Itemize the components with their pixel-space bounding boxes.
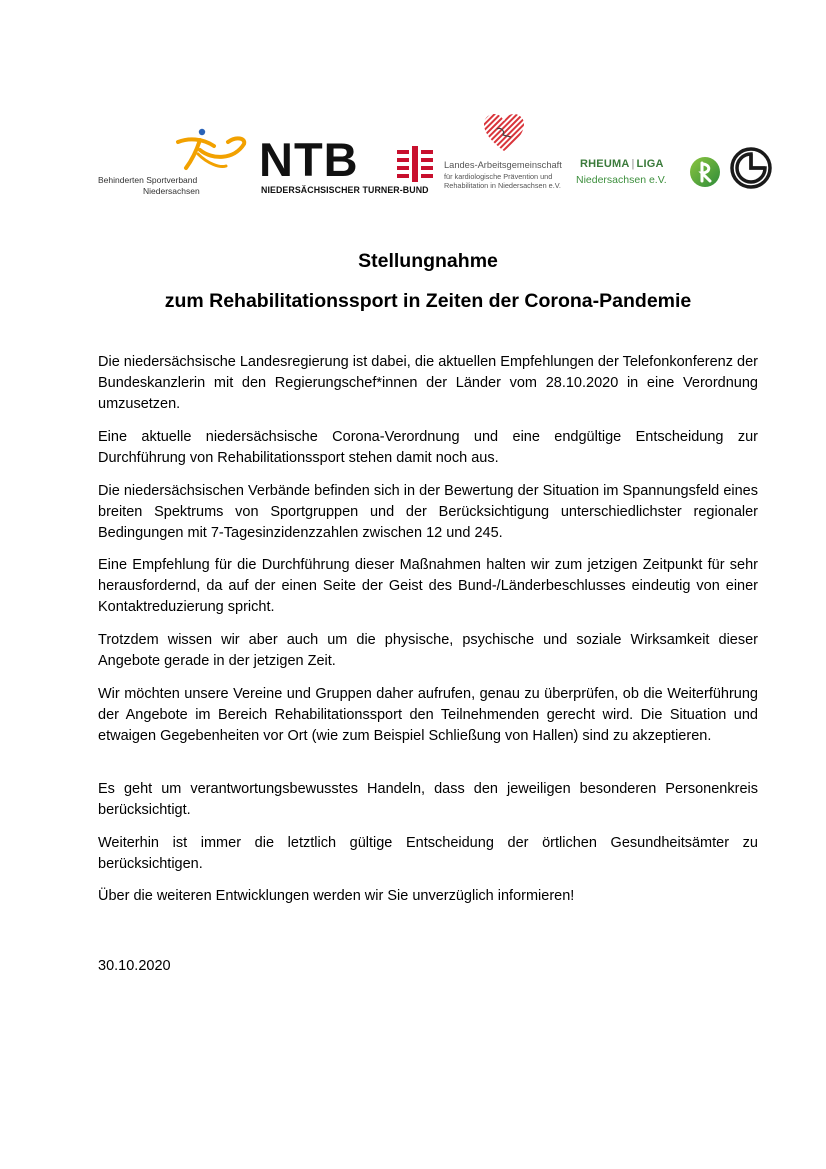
ntb-name: NTB	[259, 133, 359, 186]
lag-name-line2: für kardiologische Prävention und	[444, 172, 553, 181]
bsn-figure-icon	[96, 124, 256, 176]
circle-logo-icon	[729, 146, 773, 195]
document-title: Stellungnahme	[358, 250, 498, 272]
bsn-name-line2: Niedersachsen	[143, 186, 200, 196]
rheuma-liga-name: RHEUMA | LIGA	[580, 158, 664, 170]
paragraph-8: Weiterhin ist immer die letztlich gültige Entscheidung der örtlichen Gesundheitsämter zu berücksichtigen.	[98, 835, 758, 872]
rheuma-part: RHEUMA	[580, 158, 630, 170]
paragraph-3: Die niedersächsischen Verbände befinden sich in der Bewertung der Situation im Spannungsfeld eines breiten Spektrums von Sportgruppen und der Berücksichtigung unterschiedlichster regionaler Bedingungen mit 7-Tagesinzidenzzahlen zwischen 12 und 245.	[98, 483, 758, 541]
heart-icon	[483, 113, 525, 153]
paragraph-6: Wir möchten unsere Vereine und Gruppen daher aufrufen, genau zu überprüfen, ob die Weiterführung der Angebote im Bereich Rehabilitationssport den Teilnehmenden gerecht wird. Die Situation und etwaigen Gegebenheiten vor Ort (wie zum Beispiel Schließung von Hallen) sind zu akzeptieren.	[98, 686, 758, 744]
ntb-subtitle: NIEDERSÄCHSISCHER TURNER-BUND	[261, 185, 429, 195]
lag-name-line3: Rehabilitation in Niedersachsen e.V.	[444, 181, 561, 190]
bsn-logo	[96, 124, 256, 200]
ntb-emblem-icon	[397, 146, 433, 182]
document-date: 30.10.2020	[98, 958, 171, 974]
paragraph-7: Es geht um verantwortungsbewusstes Handeln, dass den jeweiligen besonderen Personenkreis berücksichtigt.	[98, 781, 758, 818]
paragraph-1: Die niedersächsische Landesregierung ist dabei, die aktuellen Empfehlungen der Telefonkonferenz der Bundeskanzlerin mit den Regierungschef*innen der Länder vom 28.10.2020 in eine Verordnung umzusetzen.	[98, 354, 758, 412]
rheuma-liga-region: Niedersachsen e.V.	[576, 174, 667, 186]
ntb-logo	[259, 133, 437, 197]
liga-part: LIGA	[636, 158, 664, 170]
paragraph-4: Eine Empfehlung für die Durchführung dieser Maßnahmen halten wir zum jetzigen Zeitpunkt für sehr herausfordernd, da auf der einen Seite der Geist des Bund-/Länderbeschlusses eindeutig von einer Kontaktreduzierung spricht.	[98, 557, 758, 615]
rheuma-liga-logo	[576, 158, 676, 190]
paragraph-9: Über die weiteren Entwicklungen werden wir Sie unverzüglich informieren!	[98, 888, 575, 904]
lag-name-line1: Landes-Arbeitsgemeinschaft	[444, 160, 562, 170]
logo-bar	[0, 0, 826, 230]
green-r-icon	[689, 156, 721, 193]
lag-logo	[440, 113, 575, 193]
paragraph-5: Trotzdem wissen wir aber auch um die physische, psychische und soziale Wirksamkeit dieser Angebote gerade in der jetzigen Zeit.	[98, 632, 758, 669]
bsn-name-line1: Behinderten Sportverband	[98, 175, 198, 185]
document-subtitle: zum Rehabilitationssport in Zeiten der Corona-Pandemie	[164, 290, 692, 312]
paragraph-2: Eine aktuelle niedersächsische Corona-Verordnung und eine endgültige Entscheidung zur Durchführung von Rehabilitationssport stehen damit noch aus.	[98, 429, 758, 466]
